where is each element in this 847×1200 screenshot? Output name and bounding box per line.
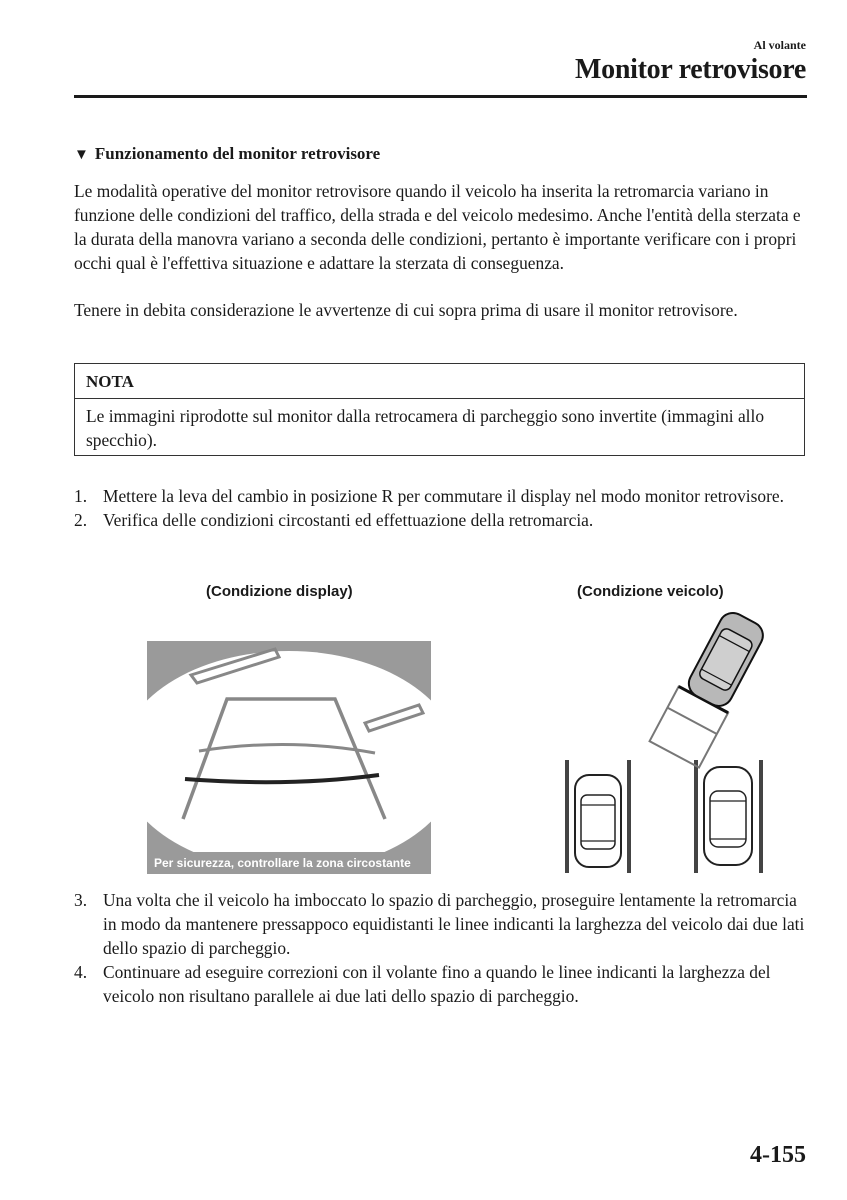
caption-display-condition: (Condizione display) [206, 583, 353, 600]
vehicle-illustration [551, 605, 781, 875]
parked-car-right [704, 767, 752, 865]
steps-list-b [74, 888, 809, 1008]
page-title: Monitor retrovisore [575, 54, 806, 85]
section-heading-text: Funzionamento del monitor retrovisore [94, 144, 381, 163]
section-heading [74, 144, 380, 164]
caption-vehicle-condition: (Condizione veicolo) [577, 583, 724, 600]
step-text: Continuare ad eseguire correzioni con il volante fino a quando le linee indicanti la larghezza del veicolo non risultano parallele ai due lati dello spazio di parcheggio. [103, 962, 771, 1006]
parking-line [565, 760, 569, 873]
intro-paragraph-2: Tenere in debita considerazione le avvertenze di cui sopra prima di usare il monitor retrovisore. [74, 300, 738, 320]
parked-car-left [575, 775, 621, 867]
display-illustration [147, 641, 431, 874]
list-item [74, 960, 809, 1008]
note-label: NOTA [75, 364, 804, 399]
list-item [74, 888, 809, 960]
list-item [74, 508, 809, 532]
list-item [74, 484, 809, 508]
step-text: Una volta che il veicolo ha imboccato lo spazio di parcheggio, proseguire lentamente la retromarcia in modo da mantenere pressappoco equidistanti le linee indicanti la larghezza del veicolo dai due lati dello spazio di parcheggio. [103, 890, 805, 958]
parking-line [627, 760, 631, 873]
step-number: 4. [74, 962, 88, 982]
display-warning-text: Per sicurezza, controllare la zona circostante [154, 856, 411, 870]
header-rule [74, 95, 807, 98]
triangle-down-icon: ▼ [74, 147, 89, 163]
chapter-label: Al volante [753, 38, 806, 52]
step-number: 1. [74, 486, 88, 506]
camera-view [147, 651, 431, 871]
parking-line [759, 760, 763, 873]
step-number: 3. [74, 890, 88, 910]
parking-line [694, 760, 698, 873]
reversing-car [650, 605, 772, 767]
note-text: Le immagini riprodotte sul monitor dalla retrocamera di parcheggio sono invertite (immagini allo specchio). [86, 406, 765, 450]
step-text: Mettere la leva del cambio in posizione R per commutare il display nel modo monitor retrovisore. [103, 486, 784, 506]
steps-list-a [74, 484, 809, 532]
page-number: 4-155 [750, 1142, 806, 1168]
intro-paragraph-1: Le modalità operative del monitor retrovisore quando il veicolo ha inserita la retromarcia variano in funzione delle condizioni del traffico, della strada e del veicolo medesimo. Anche l'entità della sterzata e la durata della manovra variano a seconda delle condizioni, pertanto è importante verificare con i propri occhi qual è l'effettiva situazione e adattare la sterzata di conseguenza. [74, 181, 801, 273]
step-text: Verifica delle condizioni circostanti ed effettuazione della retromarcia. [103, 510, 594, 530]
note-box [74, 363, 805, 456]
step-number: 2. [74, 510, 88, 530]
